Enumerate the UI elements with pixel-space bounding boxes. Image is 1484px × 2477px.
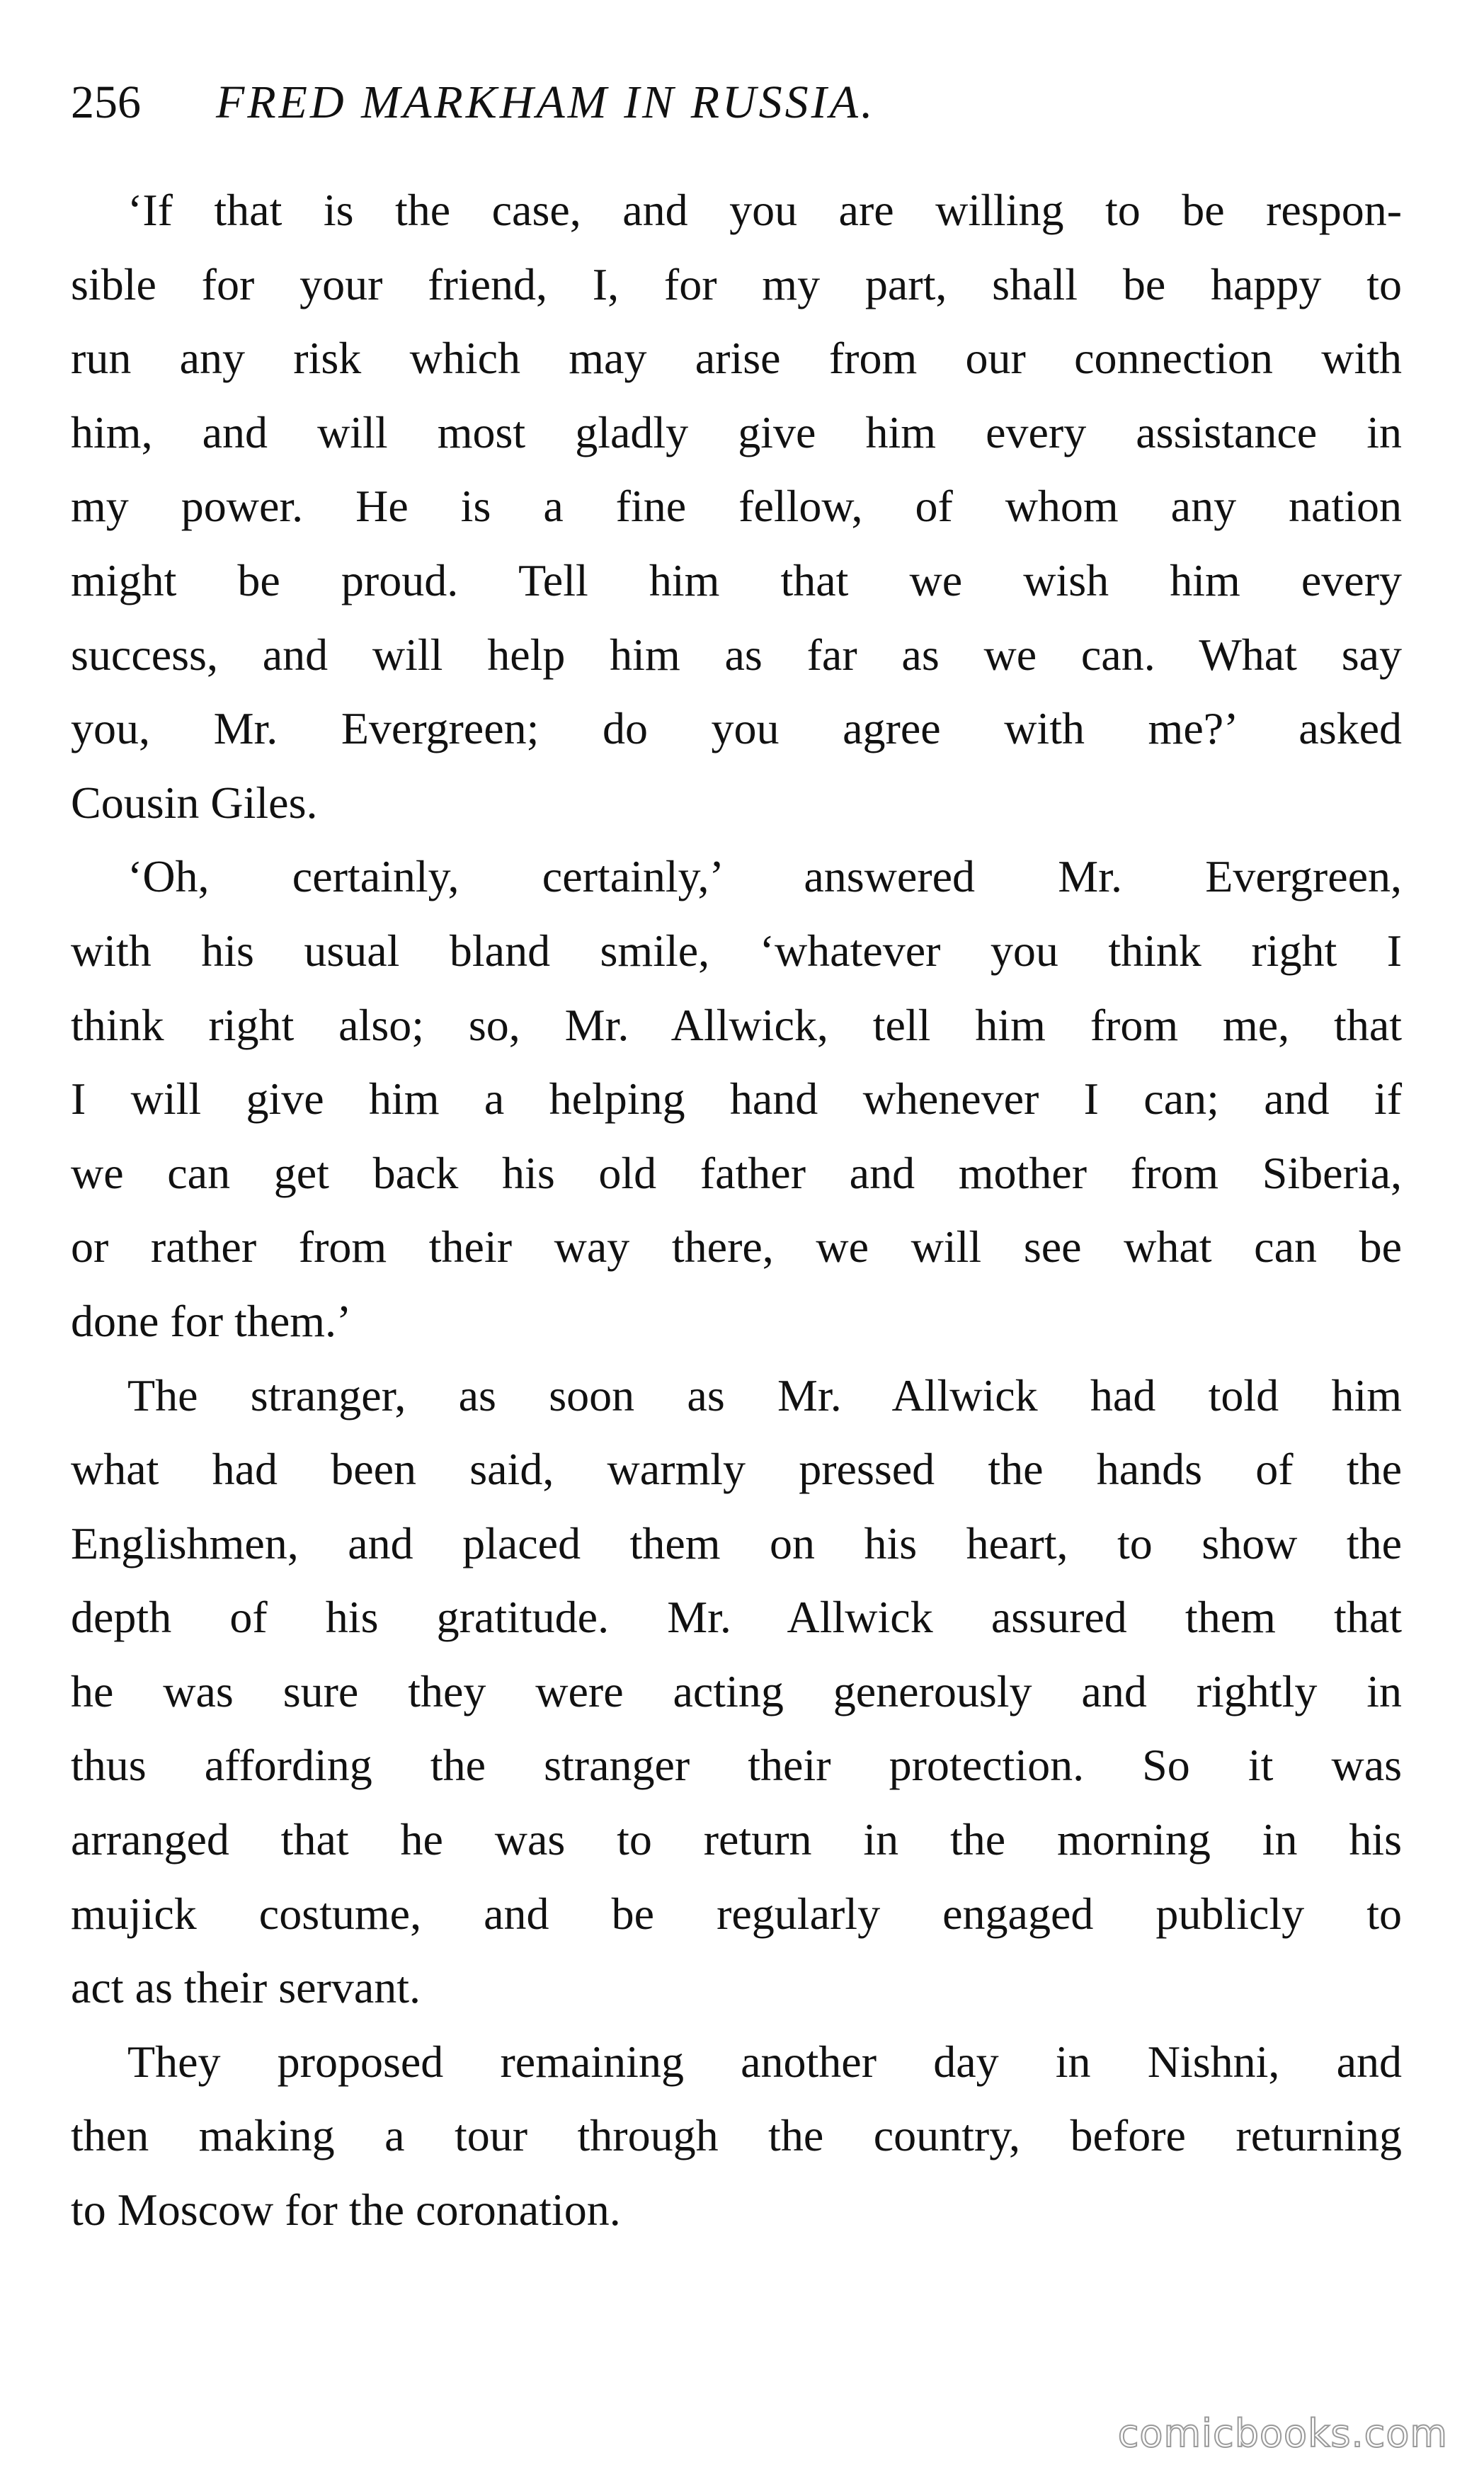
text-line: depth of his gratitude. Mr. Allwick assured them that [71,1592,1402,1643]
site-watermark: comicbooks.com [1117,2411,1448,2456]
body-text [71,173,1402,2248]
text-line: might be proud. Tell him that we wish him every [71,554,1402,605]
text-line: They proposed remaining another day in Nishni, and [127,2036,1402,2087]
text-line: sible for your friend, I, for my part, shall be happy to [71,258,1402,309]
paragraph-2 [71,840,1402,1358]
text-line: you, Mr. Evergreen; do you agree with me?’ asked [71,703,1402,754]
text-line: act as their servant. [71,1962,421,2013]
text-line: to Moscow for the coronation. [71,2185,621,2236]
running-head [71,67,1402,138]
text-line: ‘Oh, certainly, certainly,’ answered Mr. Evergreen, [127,851,1402,902]
text-line: what had been said, warmly pressed the hands of the [71,1444,1402,1495]
paragraph-4 [71,2025,1402,2248]
running-title: FRED MARKHAM IN RUSSIA. [216,76,876,128]
paragraph-3 [71,1359,1402,2025]
text-line: him, and will most gladly give him every assistance in [71,406,1402,457]
text-line: The stranger, as soon as Mr. Allwick had told him [127,1370,1402,1420]
text-line: my power. He is a fine fellow, of whom any nation [71,481,1402,532]
text-line: or rather from their way there, we will see what can be [71,1222,1402,1272]
text-line: run any risk which may arise from our connection with [71,333,1402,384]
text-line: done for them.’ [71,1295,352,1346]
text-line: he was sure they were acting generously and rightly in [71,1665,1402,1716]
text-line: we can get back his old father and mother from Siberia, [71,1147,1402,1198]
text-line: arranged that he was to return in the morning in his [71,1814,1402,1865]
text-line: think right also; so, Mr. Allwick, tell him from me, that [71,999,1402,1050]
text-line: mujick costume, and be regularly engaged publicly to [71,1888,1402,1939]
text-line: success, and will help him as far as we can. What say [71,629,1402,680]
text-line: with his usual bland smile, ‘whatever you think right I [71,925,1402,976]
text-line: thus affording the stranger their protection. So it was [71,1740,1402,1791]
text-line: I will give him a helping hand whenever I can; and if [71,1074,1402,1124]
text-line: then making a tour through the country, before returning [71,2110,1402,2161]
text-line: ‘If that is the case, and you are willing to be respon- [127,185,1402,235]
text-line: Englishmen, and placed them on his heart, to show the [71,1517,1402,1568]
text-line: Cousin Giles. [71,777,318,828]
page-number: 256 [71,76,141,128]
paragraph-1 [71,173,1402,840]
